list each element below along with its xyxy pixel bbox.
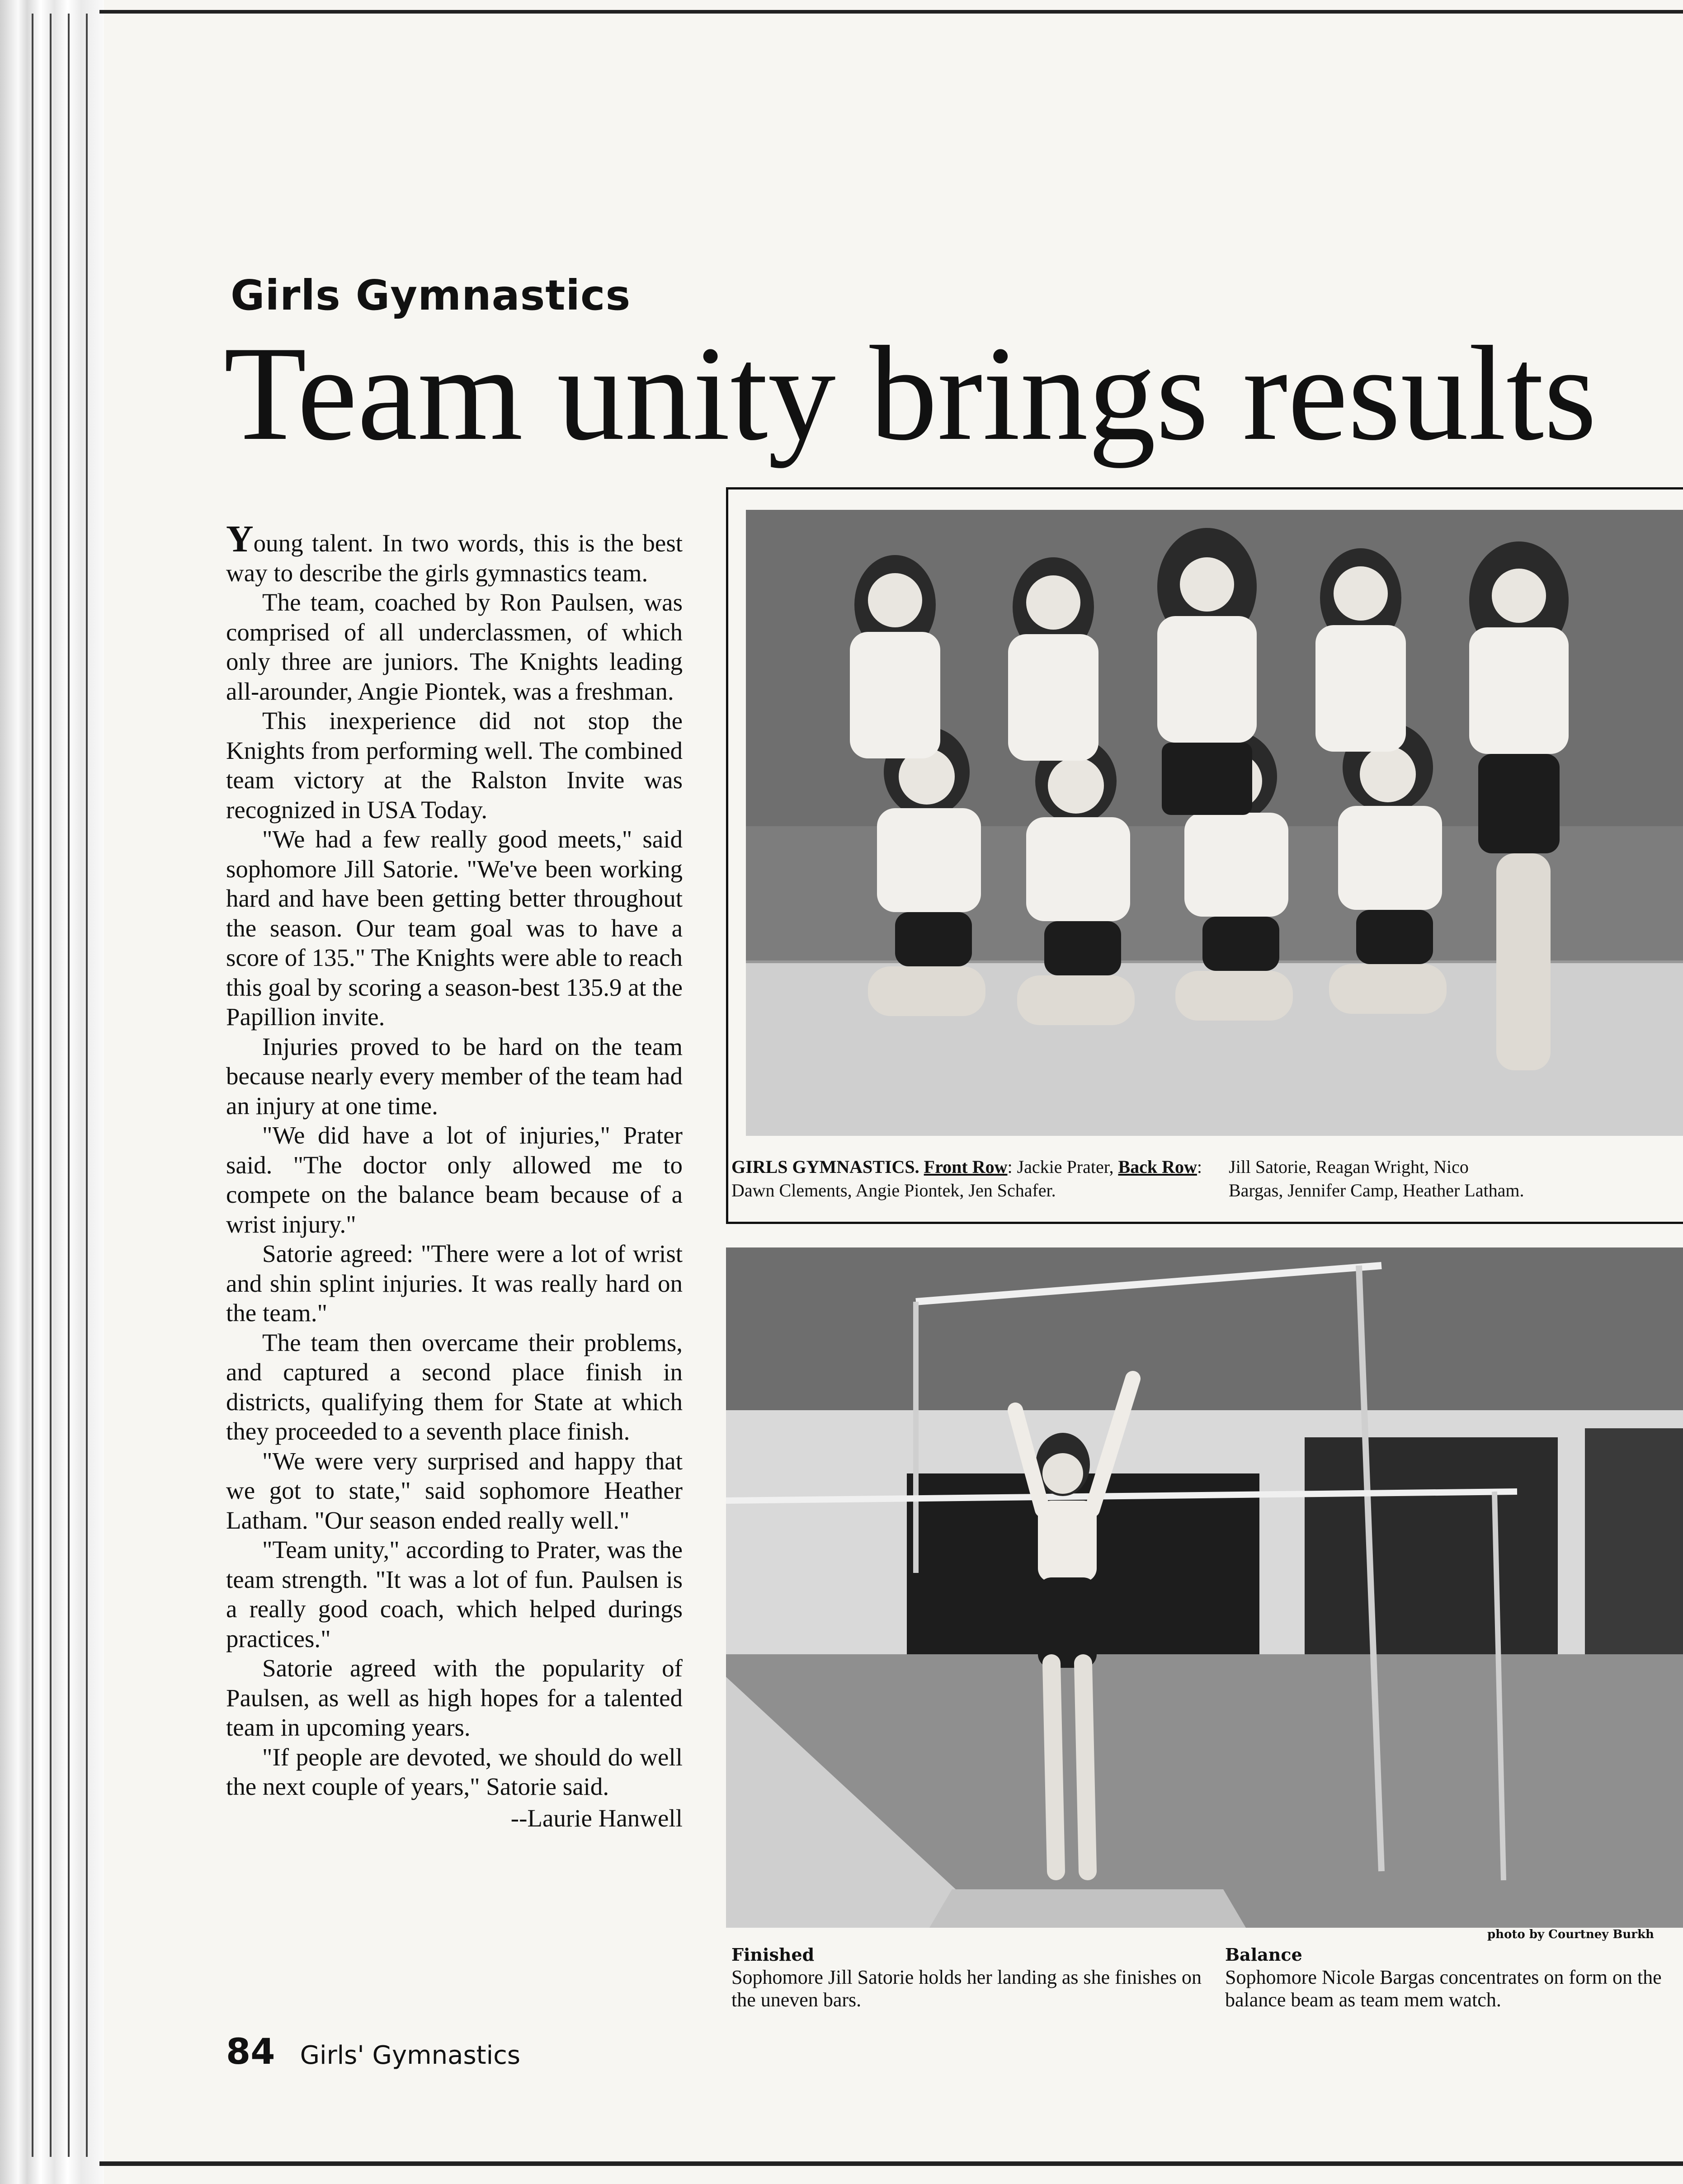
balance-caption (1225, 1944, 1682, 2011)
article-body (226, 518, 683, 1833)
balance-caption-text: Sophomore Nicole Bargas concentrates on form on the balance beam as team mem watch. (1225, 1966, 1662, 2011)
finished-caption-text: Sophomore Jill Satorie holds her landing as she finishes on the uneven bars. (731, 1966, 1202, 2011)
article-paragraph: Satorie agreed: "There were a lot of wrist and shin splint injuries. It was really hard on the team." (226, 1240, 683, 1327)
finished-caption-title: Finished (731, 1944, 815, 1965)
article-paragraph: Young talent. In two words, this is the best way to describe the girls gymnastics team. (226, 518, 683, 587)
book-spine (0, 0, 104, 2184)
team-photo (746, 510, 1683, 1136)
article-paragraph: "We did have a lot of injuries," Prater said. "The doctor only allowed me to compete on the balance beam because of a wrist injury." (226, 1121, 683, 1238)
front-row-label: Front Row (924, 1157, 1008, 1177)
team-photo-caption: GIRLS GYMNASTICS. Front Row: Jackie Prater, Back Row: Jill Satorie, Reagan Wright, Nico Dawn Clements, Angie Piontek, Jen Schafer. Bargas, Jennifer Camp, Heather Latham. (731, 1155, 1683, 1202)
back-row-names-1: Jill Satorie, Reagan Wright, Nico (1229, 1157, 1469, 1177)
headline: Team unity brings results (224, 318, 1597, 468)
bottom-rule (99, 2161, 1683, 2166)
byline: --Laurie Hanwell (510, 1804, 683, 1832)
article-paragraph: Satorie agreed with the popularity of Paulsen, as well as high hopes for a talented team in upcoming years. (226, 1654, 683, 1741)
balance-caption-title: Balance (1225, 1944, 1302, 1965)
back-row-names-2: Bargas, Jennifer Camp, Heather Latham. (1229, 1180, 1524, 1200)
finished-caption (731, 1944, 1206, 2011)
caption-label: GIRLS GYMNASTICS. (731, 1157, 919, 1177)
article-paragraph: This inexperience did not stop the Knights from performing well. The combined team victory at the Ralston Invite was recognized in USA Today. (226, 707, 683, 824)
article-paragraph: Injuries proved to be hard on the team because nearly every member of the team had an injury at one time. (226, 1032, 683, 1120)
uneven-bars-photo (726, 1247, 1683, 1928)
article-paragraph: "If people are devoted, we should do well the next couple of years," Satorie said. (226, 1743, 683, 1800)
top-rule (99, 10, 1683, 14)
front-row-names-2: Dawn Clements, Angie Piontek, Jen Schafer. (731, 1180, 1056, 1200)
page-folio (226, 2032, 520, 2072)
article-paragraph: "We had a few really good meets," said sophomore Jill Satorie. "We've been working hard and have been getting better throughout the season. Our team goal was to have a score of 135." The Knights were able to reach this goal by scoring a season-best 135.9 at the Papillion invite. (226, 825, 683, 1031)
front-row-names-1: Jackie Prater, (1017, 1157, 1114, 1177)
photo-credit: photo by Courtney Burkh (1487, 1928, 1654, 1941)
article-paragraph: The team then overcame their problems, and captured a second place finish in districts, qualifying them for State at which they proceeded to a seventh place finish. (226, 1328, 683, 1445)
folio-section: Girls' Gymnastics (300, 2041, 521, 2070)
back-row-label: Back Row (1118, 1157, 1197, 1177)
article-paragraph: "We were very surprised and happy that we got to state," said sophomore Heather Latham. "Our season ended really well." (226, 1447, 683, 1534)
drop-cap: Y (226, 518, 254, 560)
article-paragraph: "Team unity," according to Prater, was the team strength. "It was a lot of fun. Paulsen is a really good coach, which helped durings practices." (226, 1536, 683, 1652)
article-paragraph: The team, coached by Ron Paulsen, was comprised of all underclassmen, of which only three are juniors. The Knights leading all-arounder, Angie Piontek, was a freshman. (226, 588, 683, 705)
section-label: Girls Gymnastics (231, 271, 631, 320)
page-number: 84 (226, 2032, 275, 2072)
